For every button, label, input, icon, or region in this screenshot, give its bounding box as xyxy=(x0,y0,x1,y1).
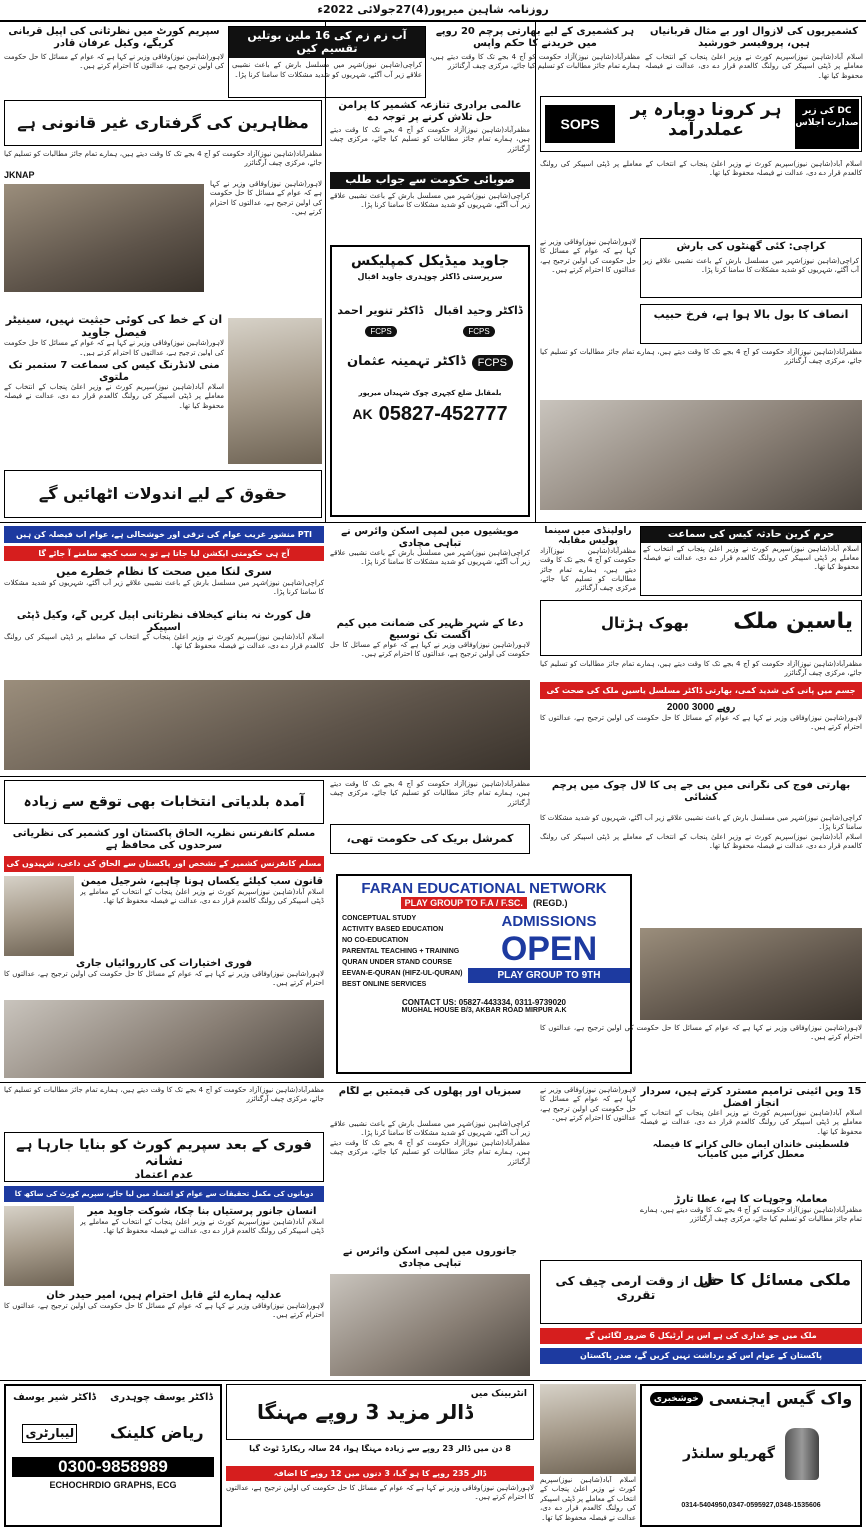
article-body: لاہور(شاہین نیوز)وفاقی وزیر نے کہا ہے کہ عوام کے مسائل کا حل حکومت کی اولین ترجیح ہے، عدالتوں کا احترام کرتے ہیں۔ xyxy=(540,238,636,275)
subheadline: عدم اعتماد xyxy=(134,1168,194,1182)
headline: یاسین ملک xyxy=(733,609,853,634)
press-conference-photo xyxy=(4,184,204,292)
article-body-block xyxy=(540,660,862,680)
faran-admissions xyxy=(468,913,630,990)
article-body: اسلام آباد(شاہین نیوز)سپریم کورٹ نے وزیر اعلیٰ پنجاب کے انتخاب کے معاملے پر ڈپٹی اسپیکر کی رولنگ کالعدم قرار دے دی، عدالت نے فیصلہ محفوظ کیا تھا۔ xyxy=(643,544,859,572)
jail-red-bar: جسم میں پانی کی شدید کمی، بھارتی ڈاکٹر مسلسل یاسین ملک کی صحت کی xyxy=(540,682,862,699)
bottom-red-bar: ملک میں جو غداری کی ہے اس پر آرٹیکل 6 ضرور لگائیں گے xyxy=(540,1328,862,1344)
article-humans-animals xyxy=(80,1206,324,1286)
headline: مویشیوں میں لمپی اسکن وائرس نے تباہی مچادی xyxy=(341,526,519,549)
article-haram-crane xyxy=(640,526,862,596)
faran-item: BEST ONLINE SERVICES xyxy=(342,981,427,988)
headline: سبزیاں اور پھلوں کی قیمتیں بے لگام xyxy=(338,1086,522,1097)
headline: ہر کشمیری کے لیے بھارتی پرچم 20 روپے میں خریدنے کا حکم واپس xyxy=(435,26,635,49)
article-body: اسلام آباد(شاہین نیوز)سپریم کورٹ نے وزیر اعلیٰ پنجاب کے انتخاب کے معاملے پر ڈپٹی اسپیکر کی رولنگ کالعدم قرار دے دی، عدالت نے فیصلہ محفوظ کیا تھا۔ xyxy=(80,1217,324,1235)
article-world-community xyxy=(330,100,530,170)
headline: فل کورٹ نہ بنانے کیخلاف نظرثانی اپیل کریں گے، وکیل ڈپٹی اسپیکر xyxy=(16,610,312,633)
haq-banner xyxy=(4,470,322,518)
doctor-name: ڈاکٹر وحید اقبال xyxy=(433,304,523,318)
clinic-phone[interactable]: 0300-9858989 xyxy=(12,1457,214,1477)
ad-title: جاوید میڈیکل کمپلیکس xyxy=(350,253,510,269)
ad-lead-doctor xyxy=(332,355,528,371)
article-body-block xyxy=(540,1086,636,1216)
article-commercial-break xyxy=(330,824,530,854)
article-palestine xyxy=(640,1140,862,1190)
article-body: کراچی(شاہین نیوز)شہر میں مسلسل بارش کے باعث نشیبی علاقے زیر آب آگئے، شہریوں کو شدید مشکلات کا سامنا کرنا پڑا۔ xyxy=(540,814,862,832)
article-full-court xyxy=(4,610,324,670)
article-body: مظفرآباد(شاہین نیوز)آزاد حکومت کو آج 4 بجے تک کا وقت دیتے ہیں، ہمارے تمام جائز مطالبات کو تسلیم کیا جائے، مرکزی چیف آرگنائزر xyxy=(640,1205,862,1223)
wak-gas-kicker: خوشخبری xyxy=(650,1392,703,1406)
ad-doctors xyxy=(332,305,528,318)
article-body-block xyxy=(540,1024,862,1078)
headline: ان کے خط کی کوئی حیثیت نہیں، سینیٹر فیصل جاوید xyxy=(5,314,223,339)
fcps-badge: FCPS xyxy=(472,355,513,371)
faran-item: PARENTAL TEACHING + TRAINING xyxy=(342,948,460,955)
faran-regd: (REGD.) xyxy=(532,898,568,908)
article-body: مظفرآباد(شاہین نیوز)آزاد حکومت کو آج 4 بجے تک کا وقت دیتے ہیں، ہمارے تمام جائز مطالبات کو تسلیم کیا جائے، مرکزی چیف آرگنائزر xyxy=(540,660,862,678)
article-body: کراچی(شاہین نیوز)شہر میں مسلسل بارش کے باعث نشیبی علاقے زیر آب آگئے، شہریوں کو شدید مشکلات کا سامنا کرنا پڑا۔ xyxy=(330,1120,530,1138)
article-vegetables xyxy=(330,1086,530,1116)
headline: فلسطینی خاندان ایمان خالی کرانے کا فیصلہ معطل کرانے میں کامیاب xyxy=(652,1140,850,1161)
gathering-photo xyxy=(4,1000,324,1078)
red-bar: آج ہی حکومتی ایکشن لیا جاتا ہے تو یہ سب کچھ سامنے آ جائے گا xyxy=(4,546,324,561)
article-body: مظفرآباد(شاہین نیوز)آزاد حکومت کو آج 4 بجے تک کا وقت دیتے ہیں، ہمارے تمام جائز مطالبات کو تسلیم کیا جائے، مرکزی چیف آرگنائزر xyxy=(330,780,530,807)
article-body: اسلام آباد(شاہین نیوز)سپریم کورٹ نے وزیر اعلیٰ پنجاب کے انتخاب کے معاملے پر ڈپٹی اسپیکر کی رولنگ کالعدم قرار دے دی، عدالت نے فیصلہ محفوظ کیا تھا۔ xyxy=(645,53,863,80)
dc-label-text: DC کی زیر صدارت اجلاس xyxy=(795,106,859,128)
muslim-conference-red-bar: مسلم کانفرنس کشمیر کے تشخص اور پاکستان سے الحاق کی داعی، شہیدوں کی xyxy=(4,856,324,872)
article-provincial-govt xyxy=(330,172,530,242)
article-rawalpindi xyxy=(540,526,636,596)
faran-item: NO CO-EDUCATION xyxy=(342,937,409,944)
headline: دعا کے شہر ظہیر کی ضمانت میں کیم اگست تک توسیع xyxy=(336,618,524,641)
article-body: لاہور(شاہین نیوز)وفاقی وزیر نے کہا ہے کہ عوام کے مسائل کا حل حکومت کی اولین ترجیح ہے، عدالتوں کا احترام کرتے ہیں۔ xyxy=(210,180,322,217)
article-body: مظفرآباد(شاہین نیوز)آزاد حکومت کو آج 4 بجے تک کا وقت دیتے ہیں، ہمارے تمام جائز مطالبات کو تسلیم کیا جائے، مرکزی چیف آرگنائزر xyxy=(540,546,636,593)
headline: کراچی: کئی گھنٹوں کی بارش xyxy=(676,241,826,252)
article-law-equal xyxy=(80,876,324,956)
article-money-laundering xyxy=(4,360,224,464)
article-amendment xyxy=(640,1086,862,1136)
headline: بھارتی فوج کی نگرانی میں بی جے پی کا لال چوک میں پرچم کشائی xyxy=(551,780,851,803)
article-supreme-court-appeal xyxy=(4,26,224,98)
faran-subtitle: PLAY GROUP TO F.A / F.SC. xyxy=(401,897,527,909)
headline: منی لانڈرنگ کیس کی سماعت 7 ستمبر تک ملتوی xyxy=(8,360,220,383)
article-body-block xyxy=(540,1476,636,1526)
article-zamzam xyxy=(228,26,426,98)
article-body-block xyxy=(4,1086,324,1128)
article-operations xyxy=(4,958,324,994)
faran-list xyxy=(338,913,468,990)
faran-play-group: PLAY GROUP TO 9TH xyxy=(468,968,630,983)
article-body: کراچی(شاہین نیوز)شہر میں مسلسل بارش کے باعث نشیبی علاقے زیر آب آگئے، شہریوں کو شدید مشکلات کا سامنا کرنا پڑا۔ xyxy=(643,256,859,274)
headline: 15 ویں آئینی ترامیم مسترد کرتے ہیں، سردار انجاز افضل xyxy=(640,1086,862,1109)
jknap-label: JKNAP xyxy=(4,170,35,180)
dollar-strip xyxy=(226,1444,534,1464)
headline: آمدہ بلدیاتی انتخابات بھی توقع سے زیادہ xyxy=(23,794,305,810)
article-body: اسلام آباد(شاہین نیوز)سپریم کورٹ نے وزیر اعلیٰ پنجاب کے انتخاب کے معاملے پر ڈپٹی اسپیکر کی رولنگ کالعدم قرار دے دی، عدالت نے فیصلہ محفوظ کیا تھا۔ xyxy=(540,832,862,851)
article-body: لاہور(شاہین نیوز)وفاقی وزیر نے کہا ہے کہ عوام کے مسائل کا حل حکومت کی اولین ترجیح ہے، عدالتوں کا احترام کرتے ہیں۔ xyxy=(330,641,530,659)
malaki-masail-banner xyxy=(540,1260,862,1324)
subheadline: قبل از وقت آرمی چیف کی تقرری xyxy=(555,1275,717,1302)
article-body-block xyxy=(540,814,862,924)
faran-item: CONCEPTUAL STUDY xyxy=(342,915,417,922)
president-photo xyxy=(540,1384,636,1474)
article-body: مظفرآباد(شاہین نیوز)آزاد حکومت کو آج 4 بجے تک کا وقت دیتے ہیں، ہمارے تمام جائز مطالبات کو تسلیم کیا جائے، مرکزی چیف آرگنائزر xyxy=(4,150,322,168)
wak-gas-phones[interactable]: 0314-5404950,0347-0595927,0348-1535606 xyxy=(681,1502,821,1510)
article-body-block xyxy=(330,1120,530,1244)
headline: مسلم کانفرنس نظریہ الحاق پاکستان اور کشمیر کی نظریاتی سرحدوں کی محافظ ہے xyxy=(12,828,316,851)
headline: حرم کرین حادثہ کیس کی سماعت xyxy=(641,527,861,543)
article-animals-virus xyxy=(330,1246,530,1272)
faran-body xyxy=(338,913,630,990)
politician-photo xyxy=(4,1206,74,1286)
clinic-ad xyxy=(4,1384,222,1527)
row-rule xyxy=(0,522,866,523)
headline: ڈالر مزید 3 روپے مہنگا xyxy=(257,1401,473,1424)
dc-label xyxy=(795,99,859,149)
row-rule xyxy=(0,1380,866,1381)
faran-address: MUGHAL HOUSE B/3, AKBAR ROAD MIRPUR A.K xyxy=(401,1007,567,1014)
ad-subtitle: سرپرستی ڈاکٹر چوہدری جاوید اقبال xyxy=(357,272,503,282)
headline: سپریم کورٹ میں نظرثانی کی اپیل قربانی کریگے، وکیل عرفان قادر xyxy=(8,26,220,49)
faran-contact[interactable]: CONTACT US: 05827-443334, 0311-9739020 xyxy=(402,998,566,1007)
headline: انسان جانور پرستیاں بنا چکا، شوکت جاوید میر xyxy=(87,1206,317,1217)
article-currency xyxy=(540,702,862,772)
meeting-photo xyxy=(4,680,530,770)
headline: معاملہ وجوہات کا ہے، عطا تارڑ xyxy=(674,1194,828,1205)
doctor-name: ڈاکٹر تنویر احمد xyxy=(337,304,424,318)
headline: ملکی مسائل کا حل xyxy=(698,1271,851,1289)
nishana-blue-bar: دوبانوں کی مکمل تحقیقات سے عوام کو اعتماد میں لیا جائے، سپریم کورٹ کی ساکھ کا xyxy=(4,1186,324,1202)
subheadline: بھوک ہڑتال xyxy=(601,615,689,632)
article-body: لاہور(شاہین نیوز)وفاقی وزیر نے کہا ہے کہ عوام کے مسائل کا حل حکومت کی اولین ترجیح ہے، عدالتوں کا احترام کرتے ہیں۔ xyxy=(4,969,324,987)
article-body: لاہور(شاہین نیوز)وفاقی وزیر نے کہا ہے کہ عوام کے مسائل کا حل حکومت کی اولین ترجیح ہے، عدالتوں کا احترام کرتے ہیں۔ xyxy=(226,1484,534,1502)
article-body: اسلام آباد(شاہین نیوز)سپریم کورٹ نے وزیر اعلیٰ پنجاب کے انتخاب کے معاملے پر ڈپٹی اسپیکر کی رولنگ کالعدم قرار دے دی، عدالت نے فیصلہ محفوظ کیا تھا۔ xyxy=(540,160,862,178)
article-body: اسلام آباد(شاہین نیوز)سپریم کورٹ نے وزیر اعلیٰ پنجاب کے انتخاب کے معاملے پر ڈپٹی اسپیکر کی رولنگ کالعدم قرار دے دی، عدالت نے فیصلہ محفوظ کیا تھا۔ xyxy=(4,633,324,651)
javed-medical-ad xyxy=(330,245,530,517)
clinic-doctor: ڈاکٹر شیر یوسف xyxy=(13,1392,96,1403)
article-body: لاہور(شاہین نیوز)وفاقی وزیر نے کہا ہے کہ عوام کے مسائل کا حل حکومت کی اولین ترجیح ہے، عدالتوں کا احترام کرتے ہیں۔ xyxy=(540,1086,636,1123)
article-body: مظفرآباد(شاہین نیوز)آزاد حکومت کو آج 4 بجے تک کا وقت دیتے ہیں، ہمارے تمام جائز مطالبات کو تسلیم کیا جائے، مرکزی چیف آرگنائزر xyxy=(430,53,640,71)
article-india-kashmir xyxy=(330,780,530,820)
article-us-congress xyxy=(540,160,862,238)
article-body: کراچی(شاہین نیوز)شہر میں مسلسل بارش کے باعث نشیبی علاقے زیر آب آگئے، شہریوں کو شدید مشکلات کا سامنا کرنا پڑا۔ xyxy=(4,578,324,597)
ahad-banner xyxy=(4,780,324,824)
doctor-name: ڈاکٹر تہمینہ عثمان xyxy=(347,354,466,370)
hospital-photo xyxy=(330,1274,530,1376)
faran-open: OPEN xyxy=(500,930,598,968)
headline: عالمی برادری تنازعہ کشمیر کا پرامن حل تلاش کرنے پر توجہ دے xyxy=(338,100,522,123)
ad-phone[interactable]: 05827-452777 xyxy=(378,402,508,425)
fcps-badge: FCPS xyxy=(365,326,396,337)
dollar-red-bar: ڈالر 235 روپے کا ہو گیا، 3 دنوں میں 12 روپے کا اضافہ xyxy=(226,1466,534,1481)
article-body: لاہور(شاہین نیوز)وفاقی وزیر نے کہا ہے کہ عوام کے مسائل کا حل حکومت کی اولین ترجیح ہے، عدالتوں کا احترام کرتے ہیں۔ xyxy=(4,339,224,356)
ad-address: بلمقابل ضلع کچہری چوک شہیداں میرپور xyxy=(358,388,502,397)
masthead: روزنامہ شاہین میرپور(4)27جولائی 2022ء xyxy=(0,0,866,22)
article-body: لاہور(شاہین نیوز)وفاقی وزیر نے کہا ہے کہ عوام کے مسائل کا حل حکومت کی اولین ترجیح ہے، عدالتوں کا احترام کرتے ہیں۔ xyxy=(540,1024,862,1042)
headline: آب زم زم کی 16 ملین بوتلیں تقسیم کیں xyxy=(229,27,425,58)
article-indian-army xyxy=(540,780,862,810)
article-body: مظفرآباد(شاہین نیوز)آزاد حکومت کو آج 4 بجے تک کا وقت دیتے ہیں، ہمارے تمام جائز مطالبات کو تسلیم کیا جائے، مرکزی چیف آرگنائزر xyxy=(540,348,862,366)
nishana-banner xyxy=(4,1132,324,1182)
article-tarar xyxy=(640,1194,862,1254)
wak-gas-cylinder: گھریلو سلنڈر xyxy=(682,1446,776,1463)
article-body: مظفرآباد(شاہین نیوز)آزاد حکومت کو آج 4 بجے تک کا وقت دیتے ہیں، ہمارے تمام جائز مطالبات کو تسلیم کیا جائے، مرکزی چیف آرگنائزر xyxy=(330,126,530,153)
article-muslim-conference xyxy=(4,828,324,852)
article-side xyxy=(540,238,636,298)
jknap-article xyxy=(4,150,322,310)
headline: عدلیہ ہمارے لئے قابل احترام ہیں، امیر حیدر خان xyxy=(46,1290,282,1301)
headline: قانون سب کیلئے یکساں ہونا چاہیے، شرجیل میمن xyxy=(80,876,324,887)
wak-gas-header xyxy=(642,1390,860,1408)
article-body: لاہور(شاہین نیوز)وفاقی وزیر نے کہا ہے کہ عوام کے مسائل کا حل حکومت کی اولین ترجیح ہے، عدالتوں کا احترام کرتے ہیں۔ xyxy=(4,1301,324,1319)
headline: انصاف کا بول بالا ہوا ہے، فرخ حبیب xyxy=(653,308,849,321)
gas-cylinder-icon xyxy=(785,1428,819,1480)
politician-photo xyxy=(228,318,322,464)
article-body: مظفرآباد(شاہین نیوز)آزاد حکومت کو آج 4 بجے تک کا وقت دیتے ہیں، ہمارے تمام جائز مطالبات کو تسلیم کیا جائے، مرکزی چیف آرگنائزر xyxy=(4,1086,324,1104)
headline: جانوروں میں لمپی اسکن وائرس نے تباہی مچادی xyxy=(343,1246,517,1269)
event-photo xyxy=(540,400,862,510)
clinic-doctors xyxy=(6,1392,220,1404)
ad-phone-row xyxy=(332,403,528,426)
faran-admissions-label: ADMISSIONS xyxy=(501,913,597,930)
clinic-name-row xyxy=(6,1424,220,1444)
conference-photo xyxy=(640,928,862,1020)
headline: فوری کے بعد سپریم کورٹ کو بنایا جارہا ہے نشانہ xyxy=(16,1137,312,1170)
sops-label: SOPS xyxy=(545,105,615,143)
dc-banner xyxy=(540,96,862,152)
author-photo xyxy=(4,876,74,956)
article-lumpy-skin xyxy=(330,526,530,616)
article-body: کراچی(شاہین نیوز)شہر میں مسلسل بارش کے باعث نشیبی علاقے زیر آب آگئے، شہریوں کو شدید مشکلات کا سامنا کرنا پڑا۔ xyxy=(232,61,422,79)
fcps-badge: FCPS xyxy=(463,326,494,337)
article-body-block xyxy=(226,1484,534,1526)
headline: راولپنڈی میں سینما پولیس مقابلہ xyxy=(544,526,632,547)
row-rule xyxy=(0,776,866,777)
clinic-lab: لیبارٹری xyxy=(22,1424,77,1444)
article-judiciary xyxy=(4,1290,324,1376)
headline: صوبائی حکومت سے جواب طلب xyxy=(330,172,530,189)
article-body: مظفرآباد(شاہین نیوز)آزاد حکومت کو آج 4 بجے تک کا وقت دیتے ہیں، ہمارے تمام جائز مطالبات کو تسلیم کیا جائے، مرکزی چیف آرگنائزر xyxy=(330,1138,530,1166)
article-body: لاہور(شاہین نیوز)وفاقی وزیر نے کہا ہے کہ عوام کے مسائل کا حل حکومت کی اولین ترجیح ہے، عدالتوں کا احترام کرتے ہیں۔ xyxy=(4,53,224,71)
bottom-blue-bar: پاکستان کے عوام اس کو برداشت نہیں کریں گے، صدر پاکستان xyxy=(540,1348,862,1364)
wak-gas-product xyxy=(642,1428,860,1480)
dc-main-headline: ہر کرونا دوبارہ پر عملدرآمد xyxy=(630,101,782,140)
article-body: کراچی(شاہین نیوز)شہر میں مسلسل بارش کے باعث نشیبی علاقے زیر آب آگئے، شہریوں کو شدید مشکلات کا سامنا کرنا پڑا۔ xyxy=(330,191,530,210)
headline: مظاہرین کی گرفتاری غیر قانونی ہے xyxy=(17,113,309,132)
article-insaf xyxy=(640,304,862,344)
ad-ak: AK xyxy=(352,406,373,423)
dollar-kicker: انٹربینک میں xyxy=(470,1389,527,1399)
article-body: لاہور(شاہین نیوز)وفاقی وزیر نے کہا ہے کہ عوام کے مسائل کا حل حکومت کی اولین ترجیح ہے، عدالتوں کا احترام کرتے ہیں۔ xyxy=(540,713,862,731)
mazahireen-banner xyxy=(4,100,322,146)
headline: حقوق کے لیے اندولات اٹھائیں گے xyxy=(38,484,288,503)
yasin-malik-banner xyxy=(540,600,862,656)
wak-gas-ad xyxy=(640,1384,862,1527)
headline: فوری اختیارات کی کارروائیاں جاری xyxy=(75,958,253,969)
article-body: اسلام آباد(شاہین نیوز)سپریم کورٹ نے وزیر اعلیٰ پنجاب کے انتخاب کے معاملے پر ڈپٹی اسپیکر کی رولنگ کالعدم قرار دے دی، عدالت نے فیصلہ محفوظ کیا تھا۔ xyxy=(640,1109,862,1136)
clinic-name: ریاض کلینک xyxy=(109,1423,204,1443)
faran-item: ACTIVITY BASED EDUCATION xyxy=(342,926,444,933)
subheadline: 8 دن میں ڈالر 23 روپے سے زیادہ مہنگا ہوا، 24 سالہ ریکارڈ ٹوٹ گیا xyxy=(249,1444,511,1453)
headline: کشمیریوں کی لازوال اور بے مثال قربانیاں ہیں، پروفیسر خورشید xyxy=(649,26,859,49)
row-rule xyxy=(0,1082,866,1083)
article-body: اسلام آباد(شاہین نیوز)سپریم کورٹ نے وزیر اعلیٰ پنجاب کے انتخاب کے معاملے پر ڈپٹی اسپیکر کی رولنگ کالعدم قرار دے دی، عدالت نے فیصلہ محفوظ کیا تھا۔ xyxy=(4,383,224,410)
article-letter xyxy=(4,314,224,356)
faran-title: FARAN EDUCATIONAL NETWORK xyxy=(361,880,607,897)
wak-gas-title: واک گیس ایجنسی xyxy=(708,1389,853,1408)
ad-fcps-row xyxy=(332,326,528,337)
article-body-block xyxy=(540,348,862,398)
clinic-doctor: ڈاکٹر یوسف چوہدری xyxy=(110,1392,213,1403)
pti-bar: PTI منشور غریب عوام کی ترقی اور خوشحالی ہے، عوام اب فیصلہ کن ہیں xyxy=(4,526,324,543)
article-body: اسلام آباد(شاہین نیوز)سپریم کورٹ نے وزیر اعلیٰ پنجاب کے انتخاب کے معاملے پر ڈپٹی اسپیکر کی رولنگ کالعدم قرار دے دی، عدالت نے فیصلہ محفوظ کیا تھا۔ xyxy=(80,887,324,905)
headline: سری لنکا میں صحت کا نظام خطرے میں xyxy=(56,566,272,578)
faran-item: QURAN UNDER STAND COURSE xyxy=(342,959,452,966)
article-body: اسلام آباد(شاہین نیوز)سپریم کورٹ نے وزیر اعلیٰ پنجاب کے انتخاب کے معاملے پر ڈپٹی اسپیکر کی رولنگ کالعدم قرار دے دی، عدالت نے فیصلہ محفوظ کیا تھا۔ xyxy=(540,1476,636,1522)
headline: 2000 روپے 3000 xyxy=(666,702,736,713)
dollar-banner xyxy=(226,1384,534,1440)
article-bail xyxy=(330,618,530,680)
faran-item: EEVAN-E-QURAN (HIFZ-UL-QURAN) xyxy=(342,970,463,977)
article-body: کراچی(شاہین نیوز)شہر میں مسلسل بارش کے باعث نشیبی علاقے زیر آب آگئے، شہریوں کو شدید مشکلات کا سامنا کرنا پڑا۔ xyxy=(330,549,530,567)
headline: کمرشل بریک کی حکومت تھی، xyxy=(346,832,514,845)
clinic-echo: ECHOCHRDIO GRAPHS, ECG xyxy=(49,1480,177,1491)
article-karachi-rain xyxy=(640,238,862,298)
